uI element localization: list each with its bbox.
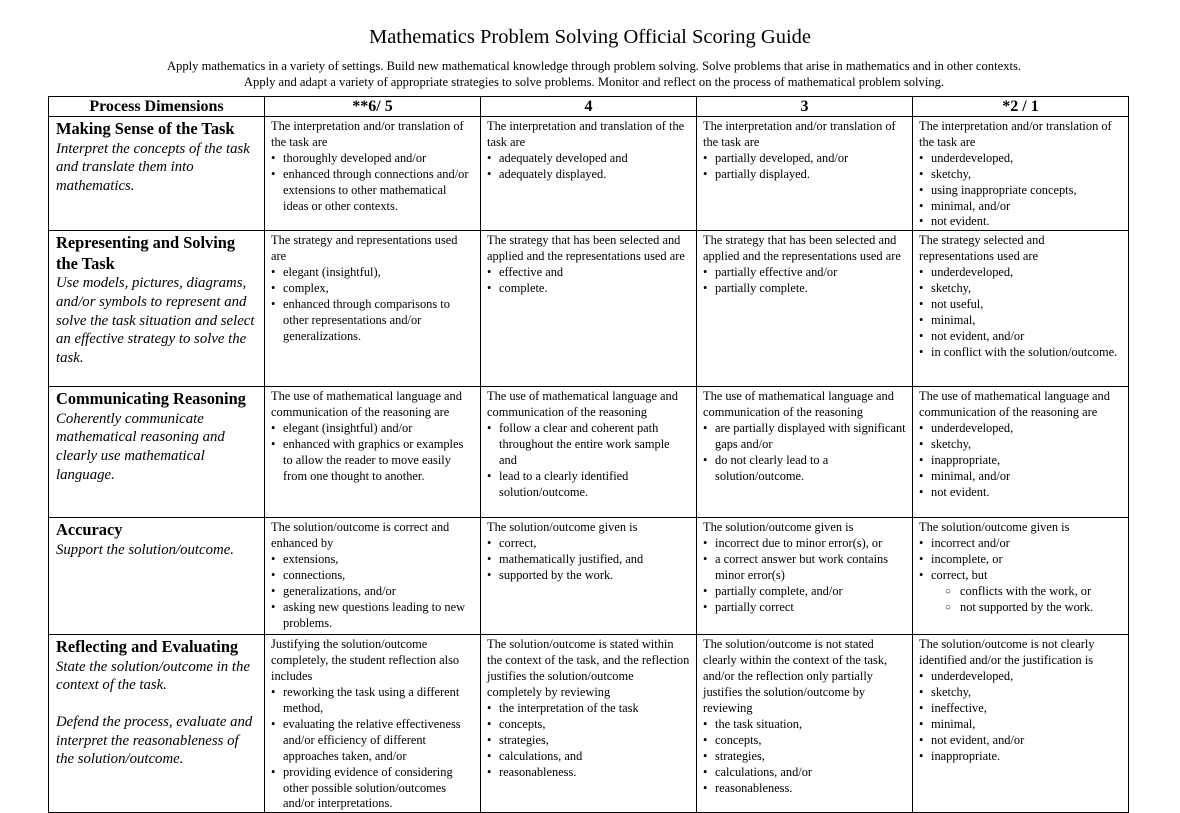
criteria-cell-score-6-5: [265, 518, 481, 635]
criteria-item: • not evident, and/or: [919, 329, 1122, 345]
criteria-item: • lead to a clearly identified solution/outcome.: [487, 469, 690, 501]
table-row: [49, 635, 1129, 813]
criteria-intro: The strategy that has been selected and applied and the representations used are: [487, 233, 685, 264]
dimension-description: State the solution/outcome in the context of the task.: [56, 658, 250, 694]
criteria-cell-score-4: [481, 117, 697, 231]
subtitle-line-1: Apply mathematics in a variety of settings. Build new mathematical knowledge through problem solving. Solve problems that arise in mathematics and in other contexts.: [166, 59, 1022, 73]
criteria-item: • inappropriate.: [919, 749, 1122, 765]
criteria-intro: The use of mathematical language and communication of the reasoning are: [271, 389, 462, 420]
criteria-intro: Justifying the solution/outcome completely, the student reflection also includes: [271, 637, 460, 684]
table-row: [49, 518, 1129, 635]
header-score-4: 4: [481, 97, 697, 117]
dimension-name: Reflecting and Evaluating: [56, 637, 239, 657]
criteria-item: • reasonableness.: [487, 765, 690, 781]
criteria-item: • sketchy,: [919, 167, 1122, 183]
criteria-intro: The interpretation and translation of the task are: [487, 119, 685, 149]
criteria-cell-score-2-1: [913, 518, 1129, 635]
dimension-cell: [49, 518, 265, 635]
dimension-description: Support the solution/outcome.: [56, 541, 234, 558]
criteria-item: • sketchy,: [919, 437, 1122, 453]
table-row: [49, 231, 1129, 387]
criteria-cell-score-6-5: [265, 635, 481, 813]
criteria-item: • underdeveloped,: [919, 151, 1122, 167]
criteria-list: [919, 669, 1122, 764]
table-row: [49, 387, 1129, 518]
criteria-cell-score-4: [481, 231, 697, 387]
criteria-item: • minimal,: [919, 313, 1122, 329]
criteria-list: [919, 536, 1122, 616]
dimension-name: Communicating Reasoning: [56, 389, 246, 409]
criteria-item: • adequately displayed.: [487, 167, 690, 183]
criteria-intro: The strategy and representations used are: [271, 233, 458, 264]
criteria-item: • not evident, and/or: [919, 733, 1122, 749]
criteria-intro: The solution/outcome is not clearly identified and/or the justification is: [919, 637, 1095, 668]
criteria-intro: The use of mathematical language and communication of the reasoning: [487, 389, 678, 420]
criteria-cell-score-6-5: [265, 387, 481, 518]
criteria-item: • ineffective,: [919, 701, 1122, 717]
criteria-item: • a correct answer but work contains minor error(s): [703, 552, 906, 584]
criteria-list: [703, 717, 906, 797]
criteria-intro: The solution/outcome given is: [919, 520, 1070, 535]
criteria-cell-score-6-5: [265, 231, 481, 387]
criteria-item: • partially complete.: [703, 281, 906, 297]
criteria-item: • concepts,: [487, 717, 690, 733]
header-score-2-1: *2 / 1: [913, 97, 1129, 117]
dimension-name: Representing and Solving the Task: [56, 233, 236, 273]
criteria-item: • incorrect and/or: [919, 536, 1122, 552]
criteria-item: • underdeveloped,: [919, 421, 1122, 437]
criteria-item: • not evident.: [919, 485, 1122, 501]
criteria-item: • enhanced through connections and/or extensions to other mathematical ideas or other contexts.: [271, 167, 474, 215]
criteria-item: • strategies,: [703, 749, 906, 765]
criteria-item: • partially developed, and/or: [703, 151, 906, 167]
criteria-item: • underdeveloped,: [919, 669, 1122, 685]
subtitle-line-2: Apply and adapt a variety of appropriate strategies to solve problems. Monitor and reflect on the process of mathematical problem solving.: [243, 74, 945, 89]
criteria-intro: The use of mathematical language and communication of the reasoning are: [919, 389, 1110, 420]
criteria-item: • minimal, and/or: [919, 199, 1122, 215]
criteria-item: • calculations, and/or: [703, 765, 906, 781]
criteria-item: • underdeveloped,: [919, 265, 1122, 281]
header-score-6-5: **6/ 5: [265, 97, 481, 117]
criteria-cell-score-2-1: [913, 231, 1129, 387]
criteria-item: • minimal,: [919, 717, 1122, 733]
criteria-cell-score-2-1: [913, 117, 1129, 231]
dimension-cell: [49, 117, 265, 231]
criteria-subitem: ○ conflicts with the work, or: [945, 584, 1122, 600]
criteria-item: • sketchy,: [919, 281, 1122, 297]
criteria-intro: The strategy that has been selected and applied and the representations used are: [703, 233, 901, 264]
criteria-item: • inappropriate,: [919, 453, 1122, 469]
header-score-3: 3: [697, 97, 913, 117]
criteria-item: • partially complete, and/or: [703, 584, 906, 600]
criteria-item: • incomplete, or: [919, 552, 1122, 568]
criteria-intro: The interpretation and/or translation of the task are: [919, 119, 1112, 149]
criteria-cell-score-4: [481, 635, 697, 813]
criteria-item: • elegant (insightful) and/or: [271, 421, 474, 437]
criteria-list: [487, 265, 690, 297]
criteria-item: • correct, but: [919, 568, 1122, 584]
criteria-cell-score-4: [481, 518, 697, 635]
criteria-intro: The solution/outcome is correct and enhanced by: [271, 520, 450, 551]
criteria-intro: The solution/outcome given is: [487, 520, 638, 535]
criteria-item: • connections,: [271, 568, 474, 584]
criteria-cell-score-3: [697, 635, 913, 813]
criteria-item: • in conflict with the solution/outcome.: [919, 345, 1122, 361]
criteria-intro: The solution/outcome is not stated clearly within the context of the task, and/or the reflection only partially justifies the solution/outcome by reviewing: [703, 637, 888, 715]
criteria-cell-score-2-1: [913, 387, 1129, 518]
criteria-cell-score-4: [481, 387, 697, 518]
criteria-item: • supported by the work.: [487, 568, 690, 584]
criteria-intro: The interpretation and/or translation of the task are: [271, 119, 464, 149]
criteria-item: • thoroughly developed and/or: [271, 151, 474, 167]
criteria-item: • partially displayed.: [703, 167, 906, 183]
criteria-list: [487, 151, 690, 183]
criteria-item: • enhanced through comparisons to other representations and/or generalizations.: [271, 297, 474, 345]
criteria-list: [703, 265, 906, 297]
criteria-item: • adequately developed and: [487, 151, 690, 167]
criteria-item: • calculations, and: [487, 749, 690, 765]
criteria-item: • extensions,: [271, 552, 474, 568]
criteria-item: • the task situation,: [703, 717, 906, 733]
dimension-description: Coherently communicate mathematical reasoning and clearly use mathematical language.: [56, 410, 225, 483]
criteria-cell-score-3: [697, 518, 913, 635]
criteria-cell-score-3: [697, 231, 913, 387]
criteria-item: • effective and: [487, 265, 690, 281]
criteria-sublist: [919, 584, 1122, 616]
criteria-list: [919, 421, 1122, 501]
criteria-item: • generalizations, and/or: [271, 584, 474, 600]
criteria-item: • sketchy,: [919, 685, 1122, 701]
criteria-list: [703, 536, 906, 616]
criteria-item: • concepts,: [703, 733, 906, 749]
criteria-list: [271, 685, 474, 812]
criteria-subitem: ○ not supported by the work.: [945, 600, 1122, 616]
criteria-list: [703, 151, 906, 183]
criteria-list: [487, 701, 690, 781]
criteria-list: [487, 421, 690, 501]
dimension-cell: [49, 387, 265, 518]
criteria-item: • providing evidence of considering other possible solution/outcomes and/or interpretations.: [271, 765, 474, 813]
criteria-item: • incorrect due to minor error(s), or: [703, 536, 906, 552]
criteria-cell-score-6-5: [265, 117, 481, 231]
criteria-list: [919, 265, 1122, 360]
table-row: [49, 117, 1129, 231]
dimension-description: Interpret the concepts of the task and translate them into mathematics.: [56, 140, 250, 194]
criteria-item: • not useful,: [919, 297, 1122, 313]
criteria-intro: The use of mathematical language and communication of the reasoning: [703, 389, 894, 420]
criteria-item: • enhanced with graphics or examples to allow the reader to move easily from one thought to another.: [271, 437, 474, 485]
criteria-item: • reworking the task using a different method,: [271, 685, 474, 717]
subtitle: [0, 59, 1180, 90]
criteria-list: [919, 151, 1122, 231]
criteria-list: [271, 151, 474, 215]
page-title: Mathematics Problem Solving Official Scoring Guide: [368, 26, 811, 48]
criteria-item: • using inappropriate concepts,: [919, 183, 1122, 199]
criteria-item: • mathematically justified, and: [487, 552, 690, 568]
header-row: [49, 97, 1129, 117]
criteria-item: • not evident.: [919, 214, 1122, 230]
criteria-intro: The solution/outcome given is: [703, 520, 854, 535]
criteria-list: [487, 536, 690, 584]
dimension-name: Making Sense of the Task: [56, 119, 235, 138]
criteria-item: • strategies,: [487, 733, 690, 749]
criteria-item: • complete.: [487, 281, 690, 297]
criteria-item: • follow a clear and coherent path throughout the entire work sample and: [487, 421, 690, 469]
criteria-item: • asking new questions leading to new problems.: [271, 600, 474, 632]
criteria-item: • are partially displayed with significant gaps and/or: [703, 421, 906, 453]
criteria-item: • partially effective and/or: [703, 265, 906, 281]
criteria-item: • the interpretation of the task: [487, 701, 690, 717]
criteria-cell-score-3: [697, 117, 913, 231]
criteria-item: • minimal, and/or: [919, 469, 1122, 485]
criteria-list: [703, 421, 906, 485]
criteria-intro: The strategy selected and representations used are: [919, 233, 1045, 264]
scoring-table: [48, 96, 1129, 813]
criteria-list: [271, 552, 474, 632]
criteria-item: • partially correct: [703, 600, 906, 616]
criteria-cell-score-2-1: [913, 635, 1129, 813]
criteria-cell-score-3: [697, 387, 913, 518]
criteria-list: [271, 265, 474, 345]
criteria-intro: The solution/outcome is stated within the context of the task, and the reflection justifies the solution/outcome completely by reviewing: [487, 637, 690, 700]
header-process-dimensions: Process Dimensions: [49, 97, 265, 117]
dimension-description: Use models, pictures, diagrams, and/or symbols to represent and solve the task situation and select an effective strategy to solve the task.: [56, 275, 255, 366]
criteria-item: • reasonableness.: [703, 781, 906, 797]
criteria-item: • evaluating the relative effectiveness and/or efficiency of different approaches taken, and/or: [271, 717, 474, 765]
criteria-item: • elegant (insightful),: [271, 265, 474, 281]
dimension-cell: [49, 635, 265, 813]
criteria-list: [271, 421, 474, 485]
criteria-intro: The interpretation and/or translation of the task are: [703, 119, 896, 149]
criteria-item: • correct,: [487, 536, 690, 552]
dimension-name: Accuracy: [56, 520, 123, 540]
dimension-description-2: Defend the process, evaluate and interpret the reasonableness of the solution/outcome.: [56, 714, 253, 768]
criteria-item: • do not clearly lead to a solution/outcome.: [703, 453, 906, 485]
criteria-item: • complex,: [271, 281, 474, 297]
dimension-cell: [49, 231, 265, 387]
